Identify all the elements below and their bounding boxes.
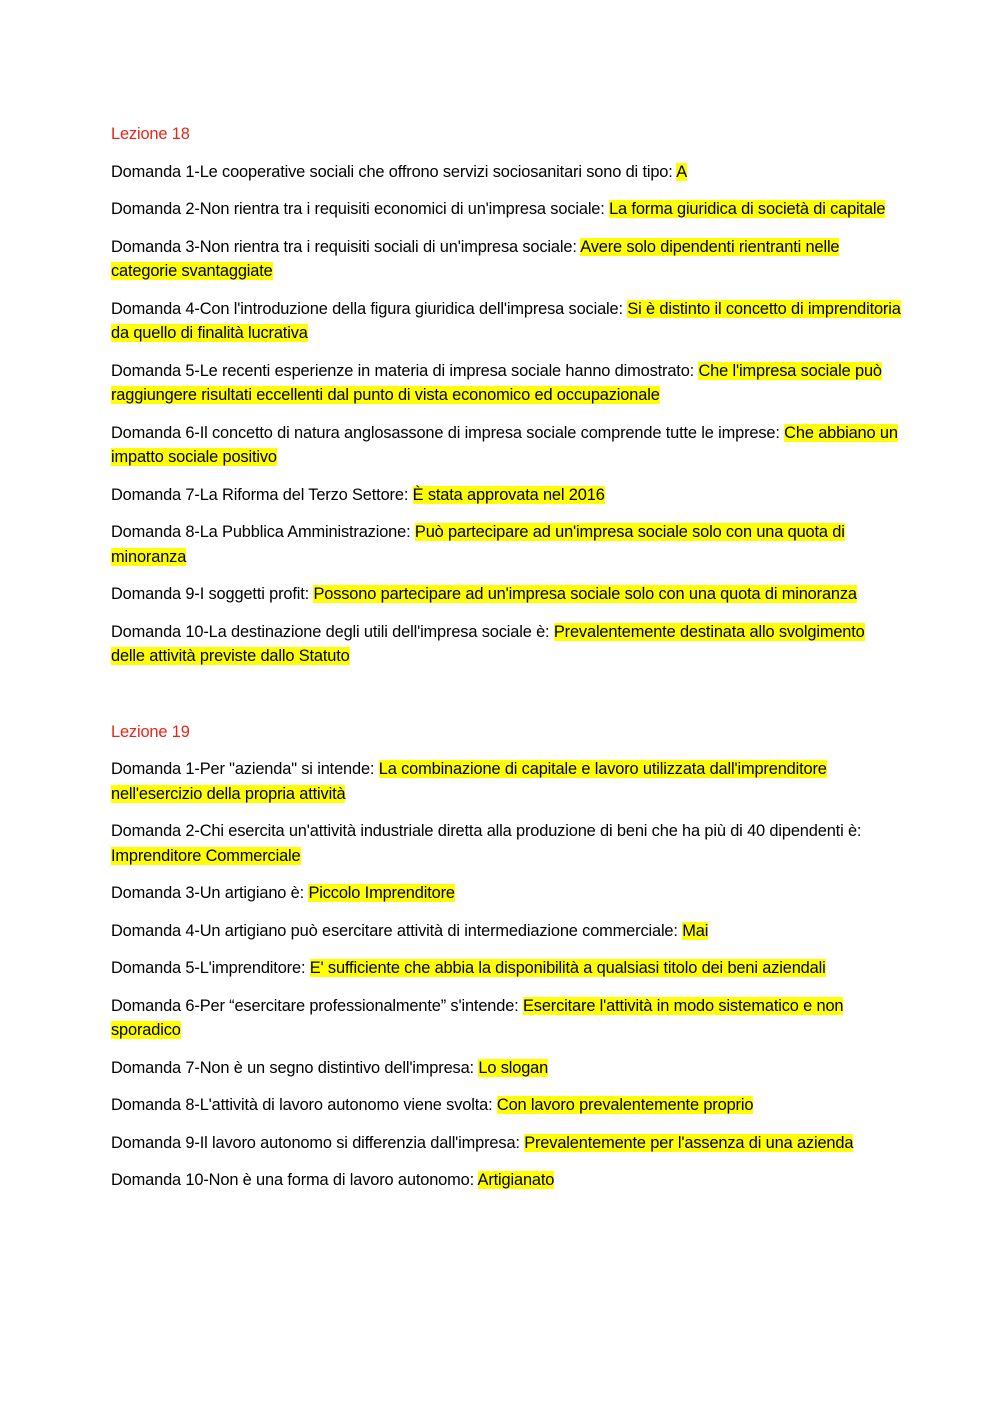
question-item — [111, 620, 901, 669]
question-text: Domanda 10-La destinazione degli utili dell'impresa sociale è: — [111, 622, 554, 641]
answer-highlight: Lo slogan — [478, 1058, 549, 1077]
lesson-title: Lezione 18 — [111, 125, 190, 143]
question-text: Domanda 3-Non rientra tra i requisiti sociali di un'impresa sociale: — [111, 237, 581, 256]
answer-highlight: Che l'impresa sociale può raggiungere risultati eccellenti dal punto di vista economico ed occupazionale — [111, 361, 882, 404]
answer-highlight: La combinazione di capitale e lavoro utilizzata dall'imprenditore nell'esercizio della propria attività — [111, 760, 827, 803]
question-item — [111, 582, 901, 607]
answer-highlight: Si è distinto il concetto di imprenditoria da quello di finalità lucrativa — [111, 299, 901, 342]
question-text: Domanda 8-La Pubblica Amministrazione: — [111, 523, 415, 541]
lesson-19-section — [111, 720, 901, 1193]
lesson-18-section — [111, 122, 901, 669]
answer-highlight: Mai — [682, 921, 709, 940]
question-item — [111, 1056, 901, 1081]
question-text: Domanda 6-Il concetto di natura anglosassone di impresa sociale comprende tutte le imprese: — [111, 423, 785, 442]
section-spacer — [111, 682, 901, 720]
question-text: Domanda 1-Le cooperative sociali che offrono servizi sociosanitari sono di tipo: — [111, 162, 677, 181]
question-item — [111, 160, 901, 185]
answer-highlight: Può partecipare ad un'impresa sociale solo con una quota di minoranza — [111, 523, 845, 566]
answer-highlight: Che abbiano un impatto sociale positivo — [111, 423, 898, 466]
question-text: Domanda 2-Chi esercita un'attività industriale diretta alla produzione di beni che ha più di 40 dipendenti è: — [111, 822, 862, 840]
question-item — [111, 819, 901, 868]
question-item — [111, 359, 901, 408]
question-text: Domanda 7-La Riforma del Terzo Settore: — [111, 485, 413, 504]
question-item — [111, 483, 901, 508]
question-text: Domanda 2-Non rientra tra i requisiti economici di un'impresa sociale: — [111, 200, 610, 218]
question-text: Domanda 8-L'attività di lavoro autonomo viene svolta: — [111, 1096, 497, 1114]
question-item — [111, 881, 901, 906]
question-item — [111, 297, 901, 346]
answer-highlight: Con lavoro prevalentemente proprio — [496, 1096, 754, 1114]
question-item — [111, 1093, 901, 1118]
question-text: Domanda 1-Per "azienda" si intende: — [111, 760, 379, 778]
answer-highlight: Artigianato — [477, 1171, 555, 1189]
answer-highlight: Possono partecipare ad un'impresa sociale solo con una quota di minoranza — [313, 585, 857, 603]
answer-highlight: Imprenditore Commerciale — [111, 846, 301, 865]
question-item — [111, 235, 901, 284]
document-content — [111, 122, 901, 1206]
question-item — [111, 956, 901, 981]
question-text: Domanda 4-Un artigiano può esercitare attività di intermediazione commerciale: — [111, 921, 683, 940]
answer-highlight: È stata approvata nel 2016 — [412, 485, 605, 504]
question-text: Domanda 9-Il lavoro autonomo si differenzia dall'impresa: — [111, 1133, 525, 1152]
question-text: Domanda 9-I soggetti profit: — [111, 585, 314, 603]
answer-highlight: Avere solo dipendenti rientranti nelle categorie svantaggiate — [111, 237, 840, 280]
question-item — [111, 1131, 901, 1156]
question-text: Domanda 7-Non è un segno distintivo dell'impresa: — [111, 1058, 479, 1077]
question-item — [111, 994, 901, 1043]
question-item — [111, 919, 901, 944]
answer-highlight: Prevalentemente per l'assenza di una azienda — [524, 1133, 854, 1152]
answer-highlight: Piccolo Imprenditore — [308, 884, 455, 902]
question-text: Domanda 6-Per “esercitare professionalmente” s'intende: — [111, 996, 523, 1015]
question-text: Domanda 10-Non è una forma di lavoro autonomo: — [111, 1171, 478, 1189]
question-item — [111, 197, 901, 222]
question-text: Domanda 3-Un artigiano è: — [111, 884, 309, 902]
question-item — [111, 421, 901, 470]
question-item — [111, 1168, 901, 1193]
answer-highlight: Prevalentemente destinata allo svolgimento delle attività previste dallo Statuto — [111, 622, 865, 665]
lesson-title: Lezione 19 — [111, 722, 190, 741]
answer-highlight: Esercitare l'attività in modo sistematico e non sporadico — [111, 996, 844, 1039]
question-text: Domanda 4-Con l'introduzione della figura giuridica dell'impresa sociale: — [111, 299, 628, 318]
answer-highlight: La forma giuridica di società di capitale — [609, 200, 886, 218]
question-item — [111, 757, 901, 806]
question-item — [111, 520, 901, 569]
answer-highlight: A — [676, 162, 687, 181]
question-text: Domanda 5-Le recenti esperienze in materia di impresa sociale hanno dimostrato: — [111, 361, 699, 380]
question-text: Domanda 5-L'imprenditore: — [111, 959, 310, 977]
answer-highlight: E' sufficiente che abbia la disponibilità a qualsiasi titolo dei beni aziendali — [309, 959, 826, 977]
